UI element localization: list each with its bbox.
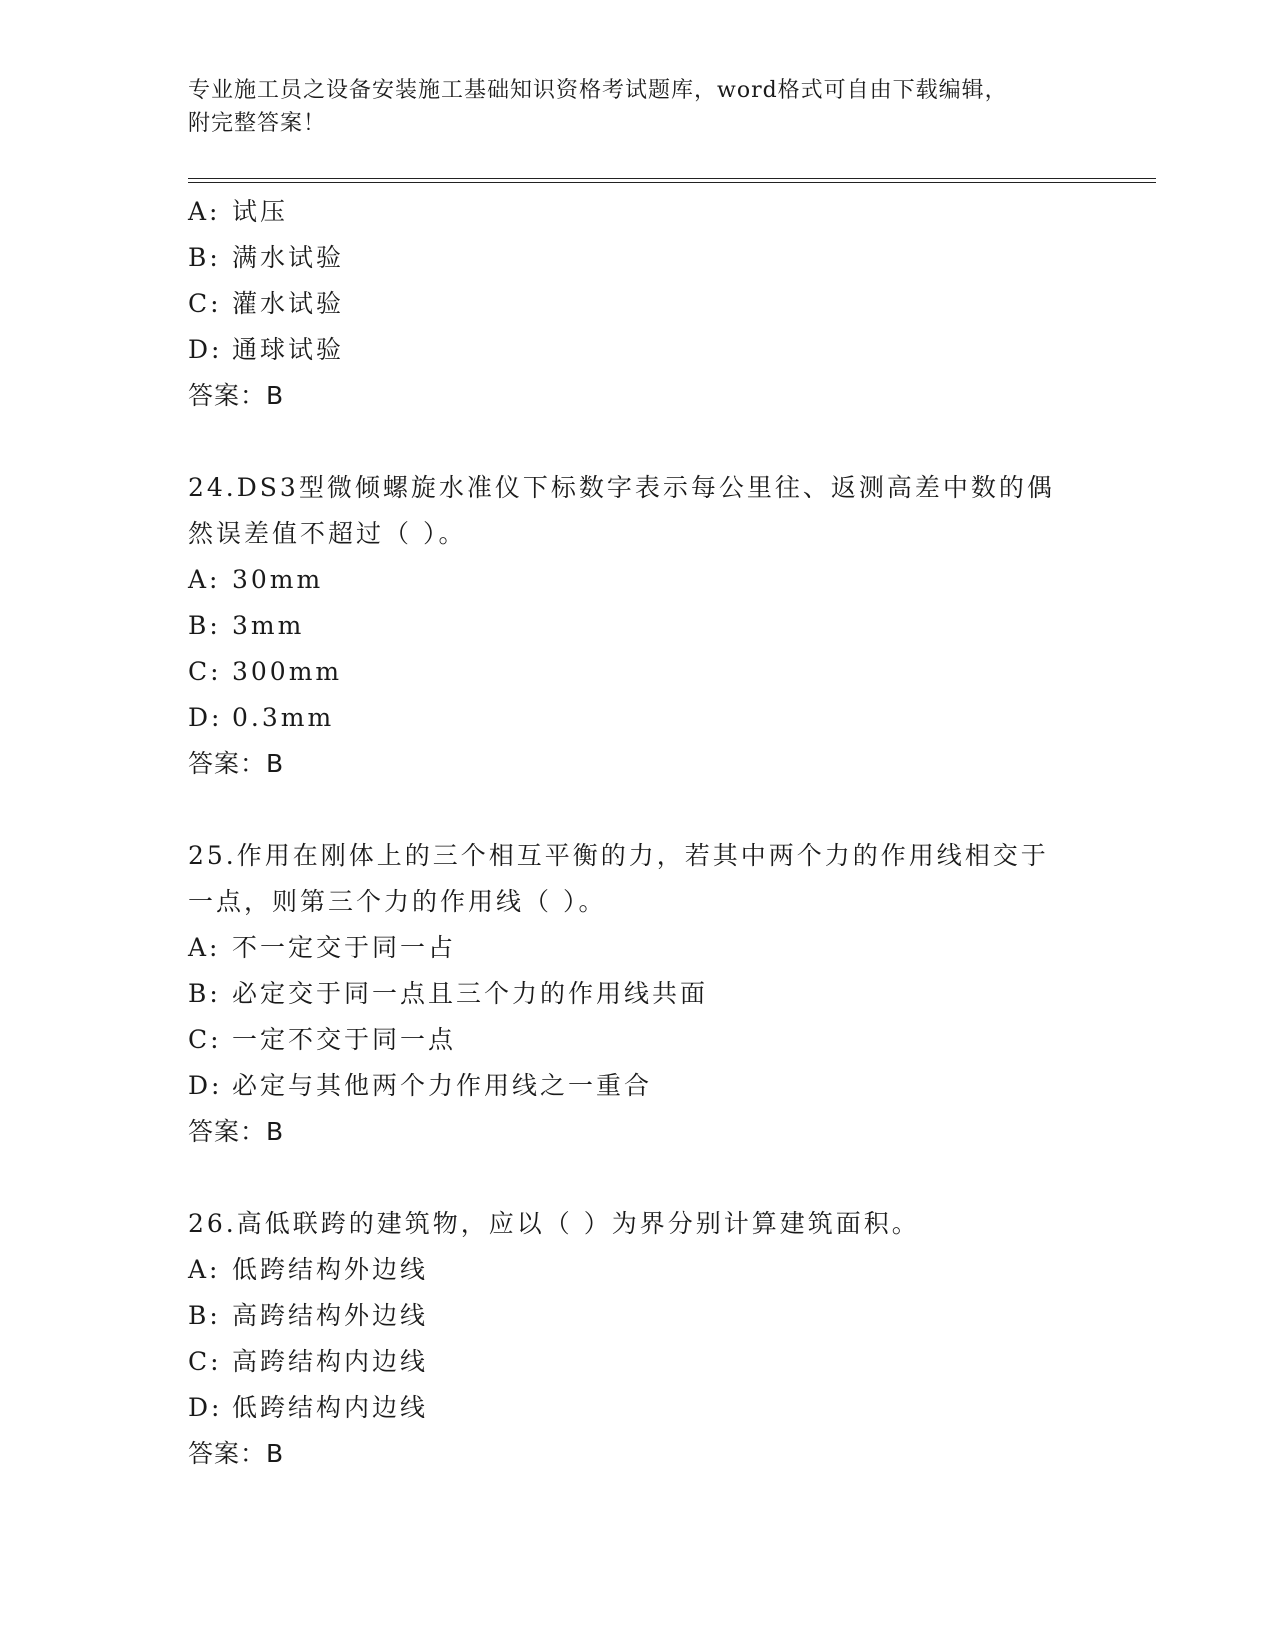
answer-line: 答案：B xyxy=(188,381,285,410)
option-a xyxy=(188,557,1088,603)
option-key: C: xyxy=(188,289,222,318)
option-key: B: xyxy=(188,1301,221,1330)
option-b xyxy=(188,603,1088,649)
option-text: 3mm xyxy=(232,611,305,640)
option-key: D: xyxy=(188,1071,223,1100)
option-text: 30mm xyxy=(232,565,324,594)
option-a xyxy=(188,925,1088,971)
option-key: B: xyxy=(188,611,221,640)
option-d xyxy=(188,1385,1088,1431)
question-25 xyxy=(188,833,1088,1155)
option-d xyxy=(188,327,1088,373)
option-key: C: xyxy=(188,1347,222,1376)
option-text: 300mm xyxy=(232,657,343,686)
option-key: A: xyxy=(188,1255,221,1284)
option-text: 必定与其他两个力作用线之一重合 xyxy=(232,1071,653,1100)
question-26 xyxy=(188,1201,1088,1477)
option-key: D: xyxy=(188,1393,223,1422)
option-b xyxy=(188,235,1088,281)
question-stem-continued: 然误差值不超过（ ）。 xyxy=(188,519,467,548)
option-text: 满水试验 xyxy=(232,243,345,272)
option-d xyxy=(188,695,1088,741)
question-24 xyxy=(188,465,1088,787)
option-c xyxy=(188,1017,1088,1063)
option-text: 必定交于同一点且三个力的作用线共面 xyxy=(232,979,709,1008)
option-text: 通球试验 xyxy=(232,335,345,364)
question-stem-continued: 一点，则第三个力的作用线（ ）。 xyxy=(188,887,607,916)
option-key: A: xyxy=(188,197,221,226)
option-a xyxy=(188,1247,1088,1293)
option-b xyxy=(188,1293,1088,1339)
option-key: C: xyxy=(188,657,222,686)
header-divider-bottom xyxy=(188,182,1156,183)
document-header xyxy=(188,74,1088,140)
spacer xyxy=(188,1155,1088,1201)
question-list xyxy=(188,189,1088,1477)
header-line-2: 附完整答案！ xyxy=(188,111,327,136)
option-text: 低跨结构内边线 xyxy=(232,1393,429,1422)
option-key: A: xyxy=(188,933,221,962)
question-23 xyxy=(188,189,1088,419)
option-text: 0.3mm xyxy=(232,703,335,732)
answer-line: 答案：B xyxy=(188,1117,285,1146)
spacer xyxy=(188,787,1088,833)
question-stem: 26.高低联跨的建筑物，应以（ ）为界分别计算建筑面积。 xyxy=(188,1209,920,1238)
option-text: 高跨结构外边线 xyxy=(232,1301,429,1330)
option-text: 低跨结构外边线 xyxy=(232,1255,429,1284)
option-c xyxy=(188,1339,1088,1385)
option-key: B: xyxy=(188,243,221,272)
answer-line: 答案：B xyxy=(188,749,285,778)
option-text: 试压 xyxy=(232,197,289,226)
option-text: 一定不交于同一点 xyxy=(232,1025,457,1054)
option-c xyxy=(188,281,1088,327)
option-c xyxy=(188,649,1088,695)
option-key: A: xyxy=(188,565,221,594)
option-d xyxy=(188,1063,1088,1109)
question-stem: 24.DS3型微倾螺旋水准仪下标数字表示每公里往、返测高差中数的偶 xyxy=(188,473,1055,502)
option-key: D: xyxy=(188,703,223,732)
option-key: B: xyxy=(188,979,221,1008)
option-text: 不一定交于同一占 xyxy=(232,933,457,962)
answer-line: 答案：B xyxy=(188,1439,285,1468)
option-b xyxy=(188,971,1088,1017)
option-text: 高跨结构内边线 xyxy=(232,1347,429,1376)
option-text: 灌水试验 xyxy=(232,289,345,318)
header-divider-top xyxy=(188,178,1156,179)
spacer xyxy=(188,419,1088,465)
header-line-1: 专业施工员之设备安装施工基础知识资格考试题库，word格式可自由下载编辑， xyxy=(188,78,1008,103)
option-key: C: xyxy=(188,1025,222,1054)
option-key: D: xyxy=(188,335,223,364)
option-a xyxy=(188,189,1088,235)
question-stem: 25.作用在刚体上的三个相互平衡的力，若其中两个力的作用线相交于 xyxy=(188,841,1049,870)
